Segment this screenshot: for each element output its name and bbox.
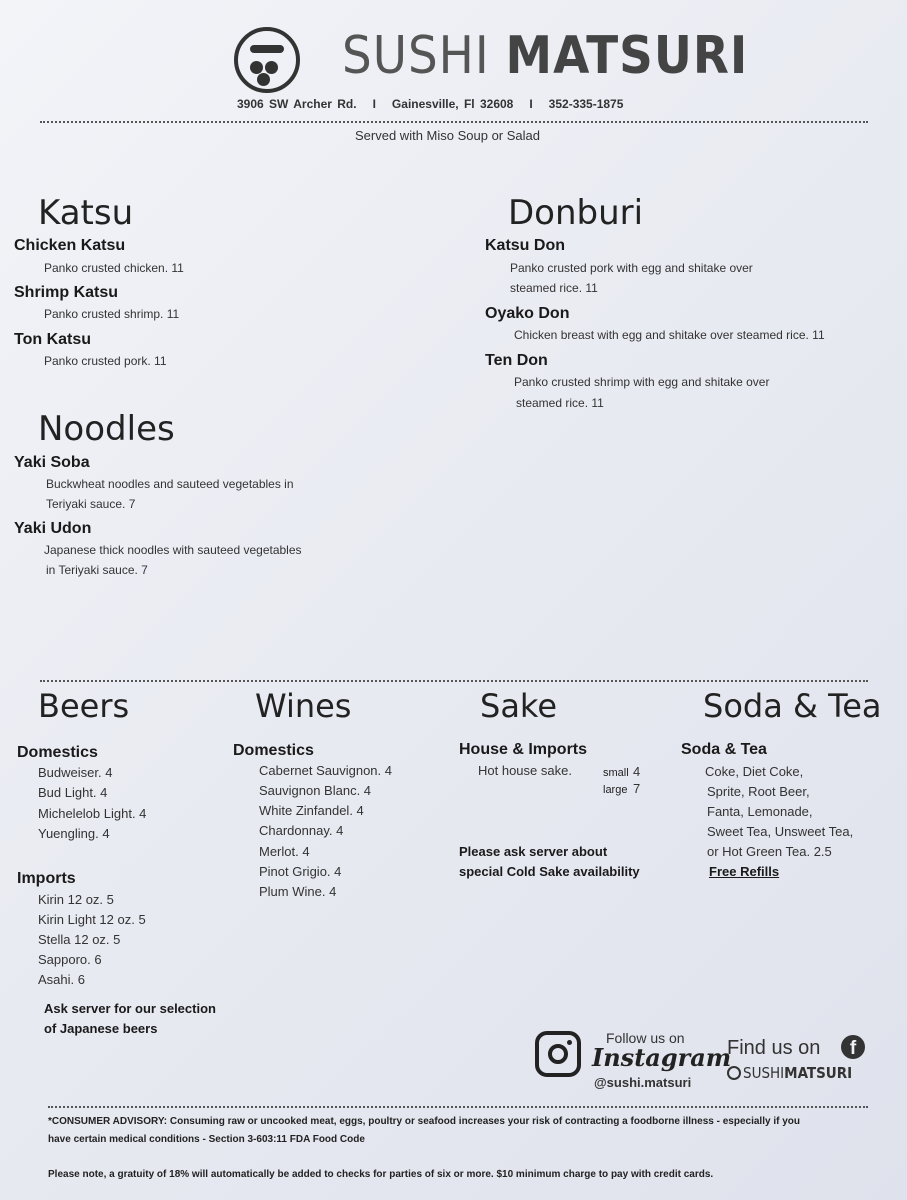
sake-small-label: small [603,767,629,779]
noodles-title: Noodles [38,409,175,449]
instagram-icon[interactable] [535,1031,581,1077]
brand-matsuri: MATSURI [505,26,749,86]
noodles-item-desc: Japanese thick noodles with sauteed vegetables [44,543,302,557]
sake-heading: House & Imports [459,741,588,758]
beers-title: Beers [38,687,130,725]
served-note: Served with Miso Soup or Salad [355,128,540,143]
mini-brand-matsuri: MATSURI [784,1064,853,1082]
beers-note: of Japanese beers [44,1021,158,1036]
wine-item: Sauvignon Blanc. 4 [259,783,372,798]
beers-imports-heading: Imports [17,870,76,887]
beer-item: Michelelob Light. 4 [38,806,147,821]
sake-note: special Cold Sake availability [459,864,640,879]
donburi-item-name: Ten Don [485,352,548,369]
wines-domestics-heading: Domestics [233,742,314,759]
wine-item: Merlot. 4 [259,844,310,859]
donburi-item-name: Oyako Don [485,305,570,322]
logo-icon [234,27,300,93]
consumer-advisory: *CONSUMER ADVISORY: Consuming raw or uncooked meat, eggs, poultry or seafood increases your risk of contracting a foodborne illness - especially if you [48,1116,800,1127]
divider-middle [40,680,868,682]
katsu-item-desc: Panko crusted chicken. 11 [44,261,184,275]
katsu-title: Katsu [38,193,134,233]
donburi-item-desc: Panko crusted pork with egg and shitake over [510,261,753,275]
katsu-item-desc: Panko crusted shrimp. 11 [44,307,180,321]
beer-item: Bud Light. 4 [38,785,108,800]
instagram-follow-label: Follow us on [606,1030,685,1046]
sake-small-price: 4 [633,764,641,779]
divider-bottom [48,1106,868,1108]
donburi-item-desc: Chicken breast with egg and shitake over steamed rice. 11 [514,328,825,342]
wine-item: White Zinfandel. 4 [259,803,364,818]
facebook-icon[interactable]: f [841,1035,865,1059]
noodles-item-desc: Buckwheat noodles and sauteed vegetables in [46,477,294,491]
mini-logo-icon [727,1066,741,1080]
soda-heading: Soda & Tea [681,741,767,758]
consumer-advisory: have certain medical conditions - Section 3-603:11 FDA Food Code [48,1134,365,1145]
wine-item: Chardonnay. 4 [259,823,344,838]
soda-line: Sprite, Root Beer, [707,784,810,799]
noodles-item-name: Yaki Soba [14,454,90,471]
instagram-handle[interactable]: @sushi.matsuri [594,1075,692,1090]
donburi-item-desc: steamed rice. 11 [510,281,598,295]
soda-title: Soda & Tea [703,687,882,725]
beers-domestics-heading: Domestics [17,744,98,761]
noodles-item-name: Yaki Udon [14,520,92,537]
beer-item: Asahi. 6 [38,972,85,987]
instagram-wordmark[interactable]: Instagram [592,1043,732,1072]
beer-item: Kirin Light 12 oz. 5 [38,912,146,927]
sake-large-label: large [603,784,628,796]
katsu-item-name: Shrimp Katsu [14,284,119,301]
soda-line: Coke, Diet Coke, [705,764,804,779]
soda-line: Sweet Tea, Unsweet Tea, [707,824,854,839]
gratuity-note: Please note, a gratuity of 18% will automatically be added to checks for parties of six or more. $10 minimum charge to pay with credit cards. [48,1169,714,1180]
beer-item: Kirin 12 oz. 5 [38,892,114,907]
beer-item: Yuengling. 4 [38,826,110,841]
sake-large-price: 7 [633,781,641,796]
soda-line: Fanta, Lemonade, [707,804,813,819]
soda-line: or Hot Green Tea. 2.5 [707,844,832,859]
noodles-item-desc: in Teriyaki sauce. 7 [46,563,148,577]
sake-item: Hot house sake. [478,763,572,778]
beer-item: Budweiser. 4 [38,765,113,780]
sake-title: Sake [480,687,557,725]
donburi-item-desc: Panko crusted shrimp with egg and shitake over [514,375,770,389]
donburi-title: Donburi [508,193,644,233]
address-line: 3906 SW Archer Rd. I Gainesville, Fl 32608 I 352-335-1875 [237,97,624,111]
beer-item: Stella 12 oz. 5 [38,932,121,947]
donburi-item-desc: steamed rice. 11 [516,396,604,410]
free-refills: Free Refills [709,864,780,879]
divider-top [40,121,868,123]
brand-sushi: SUSHI [342,26,490,86]
beer-item: Sapporo. 6 [38,952,102,967]
beers-note: Ask server for our selection [44,1001,216,1016]
wine-item: Pinot Grigio. 4 [259,864,342,879]
wines-title: Wines [255,687,352,725]
katsu-item-name: Ton Katsu [14,331,92,348]
sake-note: Please ask server about [459,844,608,859]
mini-brand-sushi: SUSHI [743,1064,785,1082]
donburi-item-name: Katsu Don [485,237,565,254]
noodles-item-desc: Teriyaki sauce. 7 [46,497,136,511]
brand-name [342,26,749,86]
katsu-item-name: Chicken Katsu [14,237,126,254]
facebook-find-label: Find us on [727,1037,821,1059]
wine-item: Plum Wine. 4 [259,884,337,899]
katsu-item-desc: Panko crusted pork. 11 [44,354,167,368]
wine-item: Cabernet Sauvignon. 4 [259,763,392,778]
mini-brand [727,1064,852,1082]
